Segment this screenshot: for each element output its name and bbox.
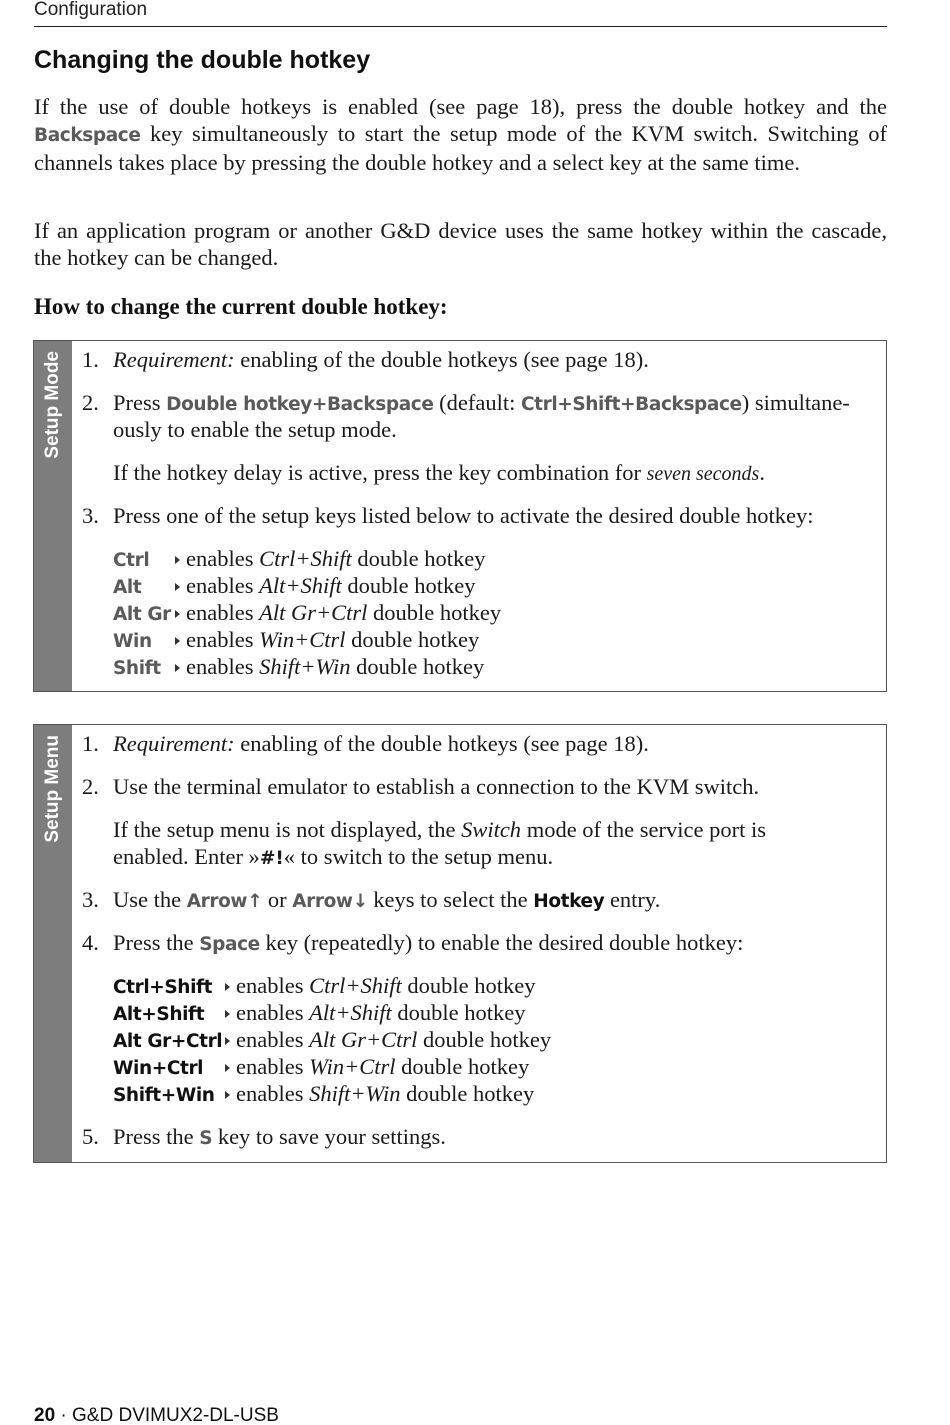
setup-key: Shift (113, 658, 161, 679)
s-key: S (199, 1128, 213, 1149)
intro-paragraph-1 (34, 93, 887, 176)
setup-mode-key-row (113, 626, 479, 655)
setup-mode-step-2-line2: ously to enable the setup mode. (113, 417, 397, 442)
setup-menu-key-row (113, 1026, 551, 1055)
footer-separator: · (55, 1405, 73, 1425)
step-text: enabling of the double hotkeys (see page 18). (240, 731, 649, 756)
triangle-bullet-icon (175, 583, 180, 591)
step-text: Use the (113, 887, 182, 912)
key-description: double hotkey (407, 973, 536, 998)
key-combo: Alt+Shift (309, 1000, 392, 1025)
step-text: enabling of the double hotkeys (see page 18). (240, 347, 649, 372)
arrow-up-key: Arrow↑ (186, 891, 263, 912)
step-text: Press one of the setup keys listed below to activate the desired double hotkey: (113, 503, 814, 528)
step-text: Press (113, 390, 161, 415)
space-key: Space (199, 934, 260, 955)
requirement-label: Requirement: (113, 347, 235, 372)
note-text: enabled. Enter » (113, 844, 260, 869)
section-title: Changing the double hotkey (34, 46, 371, 74)
intro-text: key simultaneously to start the setup mode of the KVM switch. Switching of channels takes place by pressing the double hotkey and a select key at the same time. (34, 121, 887, 175)
step-number: 3. (82, 503, 99, 528)
setup-key: Win (113, 631, 152, 652)
double-hotkey-backspace-key: Double hotkey+Backspace (166, 394, 434, 415)
key-combo: Alt+Shift (259, 573, 342, 598)
note-text: « to switch to the setup menu. (283, 844, 554, 869)
triangle-bullet-icon (225, 1037, 230, 1045)
setup-mode-tab: Setup Mode (34, 341, 72, 691)
key-description: double hotkey (397, 1000, 526, 1025)
step-text: Use the terminal emulator to establish a connection to the KVM switch. (113, 774, 760, 799)
step-number: 1. (82, 731, 99, 756)
hotkey-option: Alt Gr+Ctrl (113, 1031, 223, 1052)
step-text: key to save your settings. (217, 1124, 446, 1149)
page-number: 20 (34, 1405, 56, 1425)
note-emphasis: seven seconds (646, 463, 760, 485)
key-combo: Alt Gr+Ctrl (309, 1027, 418, 1052)
setup-menu-step-2-note-line2 (113, 843, 553, 872)
key-description: double hotkey (357, 546, 486, 571)
key-combo: Ctrl+Shift (309, 973, 402, 998)
key-description: enables (236, 1081, 304, 1106)
setup-mode-key-row (113, 545, 486, 574)
setup-menu-key-row (113, 999, 526, 1028)
backspace-key: Backspace (34, 125, 141, 146)
product-name: G&D DVIMUX2-DL-USB (72, 1405, 279, 1425)
step-number: 4. (82, 930, 99, 955)
step-text: keys to select the (373, 887, 528, 912)
setup-menu-tab: Setup Menu (34, 725, 72, 1162)
key-description: double hotkey (347, 573, 476, 598)
setup-mode-key-row (113, 653, 484, 682)
step-number: 2. (82, 390, 99, 415)
key-combo: Ctrl+Shift (259, 546, 352, 571)
header-title: Configuration (34, 0, 148, 20)
step-text: (default: (439, 390, 516, 415)
triangle-bullet-icon (225, 1010, 230, 1018)
page-footer (34, 1405, 279, 1425)
key-description: double hotkey (356, 654, 485, 679)
key-description: enables (186, 546, 254, 571)
hotkey-option: Shift+Win (113, 1085, 215, 1106)
key-description: double hotkey (401, 1054, 530, 1079)
ctrl-shift-backspace-key: Ctrl+Shift+Backspace (520, 394, 742, 415)
step-text: key (repeatedly) to enable the desired double hotkey: (265, 930, 744, 955)
key-combo: Win+Ctrl (309, 1054, 396, 1079)
key-description: enables (186, 573, 254, 598)
triangle-bullet-icon (175, 556, 180, 564)
setup-mode-step-2-note (113, 459, 873, 488)
setup-mode-key-row (113, 599, 501, 628)
note-text: If the hotkey delay is active, press the key combination for (113, 460, 641, 485)
triangle-bullet-icon (175, 637, 180, 645)
key-description: enables (186, 627, 254, 652)
note-emphasis: Switch (461, 817, 522, 842)
key-description: enables (236, 1000, 304, 1025)
step-text: ) simultane- (741, 390, 850, 415)
note-text: mode of the service port is (526, 817, 766, 842)
hotkey-option: Alt+Shift (113, 1004, 205, 1025)
howto-title: How to change the current double hotkey: (34, 294, 448, 319)
key-description: enables (236, 973, 304, 998)
setup-menu-step-2-note (113, 816, 873, 843)
note-text: . (759, 460, 765, 485)
step-text: Press the (113, 1124, 194, 1149)
step-number: 3. (82, 887, 99, 912)
setup-key: Alt Gr (113, 604, 171, 625)
requirement-label: Requirement: (113, 731, 235, 756)
key-combo: Win+Ctrl (259, 627, 346, 652)
key-combo: Alt Gr+Ctrl (259, 600, 368, 625)
hotkey-option: Ctrl+Shift (113, 977, 213, 998)
intro-paragraph-2: If an application program or another G&D device uses the same hotkey within the cascade, the hotkey can be changed. (34, 218, 887, 270)
key-combo: Shift+Win (309, 1081, 401, 1106)
triangle-bullet-icon (225, 1064, 230, 1072)
setup-menu-key-row (113, 1080, 534, 1109)
key-description: enables (236, 1027, 304, 1052)
hash-bang-key: #! (259, 848, 284, 869)
setup-menu-key-row (113, 972, 536, 1001)
key-description: double hotkey (351, 627, 480, 652)
setup-menu-key-row (113, 1053, 529, 1082)
hotkey-entry: Hotkey (533, 891, 605, 912)
key-description: double hotkey (406, 1081, 535, 1106)
key-description: enables (186, 600, 254, 625)
intro-text: If the use of double hotkeys is enabled (see page 18), press the double hotkey and the (34, 94, 887, 119)
note-text: If the setup menu is not displayed, the (113, 817, 456, 842)
step-number: 5. (82, 1124, 99, 1149)
setup-key: Alt (113, 577, 142, 598)
triangle-bullet-icon (225, 983, 230, 991)
step-text: entry. (609, 887, 661, 912)
key-description: double hotkey (423, 1027, 552, 1052)
key-combo: Shift+Win (259, 654, 351, 679)
key-description: double hotkey (373, 600, 502, 625)
step-number: 1. (82, 347, 99, 372)
step-text: or (267, 887, 287, 912)
triangle-bullet-icon (175, 664, 180, 672)
key-description: enables (186, 654, 254, 679)
page-header (34, 0, 887, 27)
triangle-bullet-icon (225, 1091, 230, 1099)
triangle-bullet-icon (175, 610, 180, 618)
setup-key: Ctrl (113, 550, 150, 571)
arrow-down-key: Arrow↓ (292, 891, 368, 912)
step-text: Press the (113, 930, 194, 955)
hotkey-option: Win+Ctrl (113, 1058, 204, 1079)
setup-mode-key-row (113, 572, 476, 601)
step-number: 2. (82, 774, 99, 799)
key-description: enables (236, 1054, 304, 1079)
